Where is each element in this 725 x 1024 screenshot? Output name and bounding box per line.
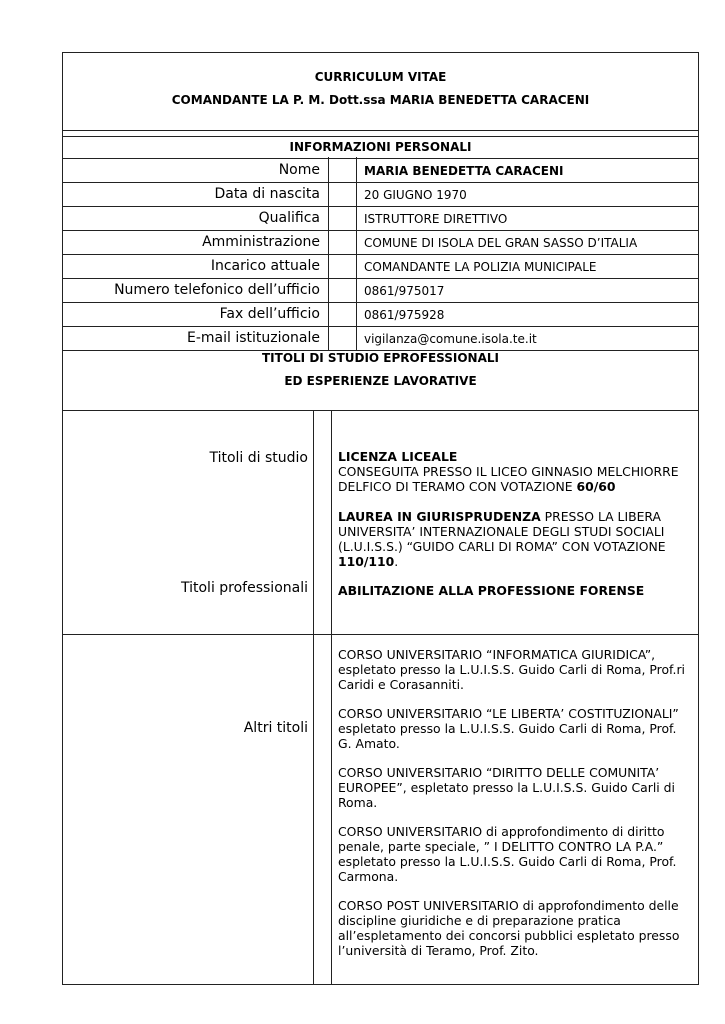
row-label: Nome [278, 162, 320, 178]
divider [331, 410, 332, 985]
laurea-text: PRESSO LA LIBERA UNIVERSITA’ INTERNAZIONALE DEGLI STUDI SOCIALI (L.U.I.S.S.) “GUIDO CARLI DI ROMA” CON VOTAZIONE [338, 509, 666, 554]
row-qualifica [63, 207, 698, 231]
other-titles-label: Altri titoli [243, 720, 308, 736]
divider [328, 157, 329, 350]
row-label: E-mail istituzionale [186, 330, 320, 346]
divider [356, 157, 357, 350]
licenza-title: LICENZA LICEALE [338, 449, 458, 464]
divider [63, 182, 698, 183]
row-value: 0861/975928 [364, 308, 445, 322]
cv-header [63, 53, 698, 131]
cv-document [62, 52, 699, 985]
row-value: ISTRUTTORE DIRETTIVO [364, 212, 508, 226]
professional-value: ABILITAZIONE ALLA PROFESSIONE FORENSE [338, 583, 645, 598]
divider [63, 302, 698, 303]
list-item: CORSO UNIVERSITARIO di approfondimento di diritto penale, parte speciale, ” I DELITTO CONTRO LA P.A.” espletato presso la L.U.I.S.S. Guido Carli di Roma, Prof. Carmona. [338, 824, 677, 884]
divider [63, 410, 698, 411]
row-label: Numero telefonico dell’ufficio [114, 282, 320, 298]
row-value: 20 GIUGNO 1970 [364, 188, 467, 202]
row-value: MARIA BENEDETTA CARACENI [364, 164, 564, 178]
titles-section-line2: ED ESPERIENZE LAVORATIVE [284, 374, 477, 388]
other-titles-list [338, 647, 693, 958]
list-item: CORSO UNIVERSITARIO “LE LIBERTA’ COSTITUZIONALI” espletato presso la L.U.I.S.S. Guido Carli di Roma, Prof. G. Amato. [338, 706, 679, 751]
titles-section-line1: TITOLI DI STUDIO EPROFESSIONALI [262, 351, 499, 365]
row-label: Data di nascita [214, 186, 320, 202]
row-label: Fax dell’ufficio [219, 306, 320, 322]
divider [313, 410, 314, 985]
list-item: CORSO UNIVERSITARIO “INFORMATICA GIURIDICA”, espletato presso la L.U.I.S.S. Guido Carli di Roma, Prof.ri Caridi e Corasanniti. [338, 647, 685, 692]
studies-label: Titoli di studio [209, 450, 308, 466]
laurea-grade: 110/110 [338, 554, 395, 569]
row-value: COMANDANTE LA POLIZIA MUNICIPALE [364, 260, 597, 274]
divider [63, 254, 698, 255]
row-nome [63, 159, 698, 183]
row-value: 0861/975017 [364, 284, 445, 298]
cv-subtitle: COMANDANTE LA P. M. Dott.ssa MARIA BENEDETTA CARACENI [171, 93, 590, 107]
list-item: CORSO POST UNIVERSITARIO di approfondimento delle discipline giuridiche e di preparazione pratica all’espletamento dei concorsi pubblici espletato presso l’università di Teramo, Prof. Zito. [338, 898, 680, 958]
licenza-text: CONSEGUITA PRESSO IL LICEO GINNASIO MELCHIORRE DELFICO DI TERAMO CON VOTAZIONE [338, 464, 679, 494]
list-item: CORSO UNIVERSITARIO “DIRITTO DELLE COMUNITA’ EUROPEE”, espletato presso la L.U.I.S.S. Guido Carli di Roma. [338, 765, 675, 810]
row-value: COMUNE DI ISOLA DEL GRAN SASSO D’ITALIA [364, 236, 638, 250]
row-label: Qualifica [258, 210, 320, 226]
row-fax [63, 303, 698, 327]
laurea-title: LAUREA IN GIURISPRUDENZA [338, 509, 541, 524]
row-label: Amministrazione [202, 234, 320, 250]
row-phone [63, 279, 698, 303]
divider [63, 326, 698, 327]
laurea-end: . [394, 554, 399, 569]
professional-label: Titoli professionali [180, 580, 308, 596]
personal-section-title: INFORMAZIONI PERSONALI [63, 136, 698, 159]
row-amministrazione [63, 231, 698, 255]
row-incarico [63, 255, 698, 279]
row-email [63, 327, 698, 351]
row-value[interactable]: vigilanza@comune.isola.te.it [364, 332, 537, 346]
row-birth-date [63, 183, 698, 207]
divider [63, 634, 698, 635]
divider [63, 206, 698, 207]
divider [63, 230, 698, 231]
cv-title: CURRICULUM VITAE [314, 70, 447, 84]
divider [63, 278, 698, 279]
studies-content [338, 449, 693, 569]
licenza-grade: 60/60 [576, 479, 616, 494]
row-label: Incarico attuale [210, 258, 320, 274]
